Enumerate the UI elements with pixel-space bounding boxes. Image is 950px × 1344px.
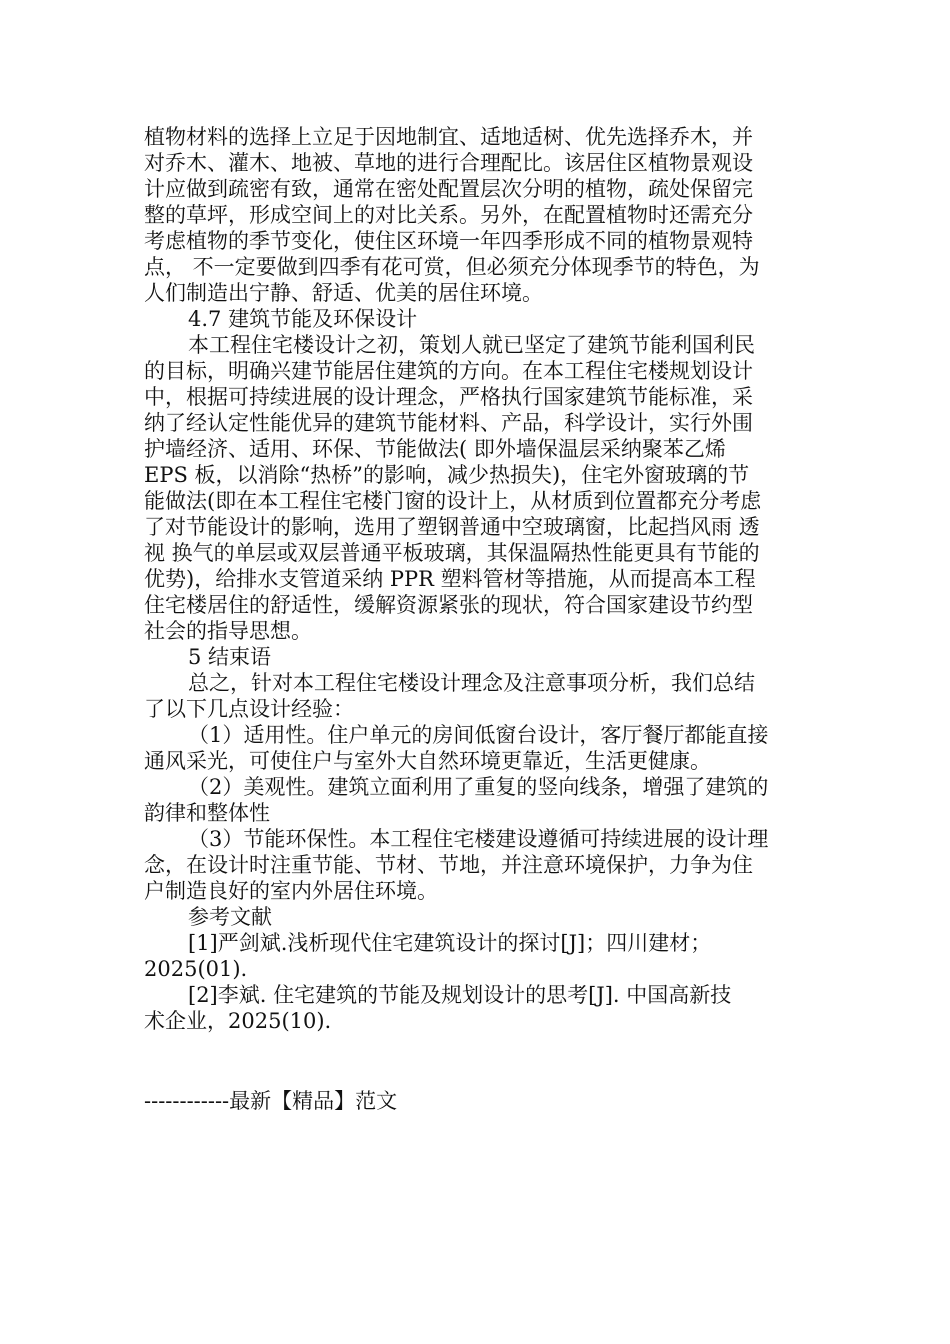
reference-entry: [2]李斌. 住宅建筑的节能及规划设计的思考[J]. 中国高新技 <box>188 983 732 1007</box>
paragraph-line: 中，根据可持续进展的设计理念，严格执行国家建筑节能标准，采 <box>144 385 753 409</box>
reference-entry: 2025(01). <box>144 957 248 981</box>
footer-text: ------------最新【精品】范文 <box>144 1089 398 1113</box>
list-item-line: （1）适用性。住户单元的房间低窗台设计，客厅餐厅都能直接 <box>188 723 769 747</box>
paragraph-line: 了以下几点设计经验： <box>144 697 354 721</box>
paragraph-line: 本工程住宅楼设计之初，策划人就已坚定了建筑节能利国利民 <box>188 333 755 357</box>
reference-entry: [1]严剑斌.浅析现代住宅建筑设计的探讨[J]；四川建材； <box>188 931 712 955</box>
paragraph-line: 优势)，给排水支管道采纳 PPR 塑料管材等措施，从而提高本工程 <box>144 567 756 591</box>
paragraph-line: EPS 板，以消除“热桥”的影响，减少热损失)，住宅外窗玻璃的节 <box>144 463 750 487</box>
section-heading-5: 5 结束语 <box>188 645 272 669</box>
document-body <box>144 124 812 1114</box>
paragraph-line: 了对节能设计的影响，选用了塑钢普通中空玻璃窗，比起挡风雨 透 <box>144 515 760 539</box>
paragraph-line: 护墙经济、适用、环保、节能做法( 即外墙保温层采纳聚苯乙烯 <box>144 437 726 461</box>
references-heading: 参考文献 <box>188 905 272 929</box>
paragraph-line: 视 换气的单层或双层普通平板玻璃，其保温隔热性能更具有节能的 <box>144 541 760 565</box>
paragraph-line: 能做法(即在本工程住宅楼门窗的设计上，从材质到位置都充分考虑 <box>144 489 762 513</box>
spacer <box>144 1034 812 1088</box>
paragraph-line: 计应做到疏密有致，通常在密处配置层次分明的植物，疏处保留完 <box>144 177 753 201</box>
paragraph-line: 的目标，明确兴建节能居住建筑的方向。在本工程住宅楼规划设计 <box>144 359 753 383</box>
paragraph-line: 植物材料的选择上立足于因地制宜、适地适树、优先选择乔木，并 <box>144 125 753 149</box>
list-item-line: 韵律和整体性 <box>144 801 270 825</box>
paragraph-line: 对乔木、灌木、地被、草地的进行合理配比。该居住区植物景观设 <box>144 151 753 175</box>
list-item-line: 通风采光，可使住户与室外大自然环境更靠近，生活更健康。 <box>144 749 711 773</box>
paragraph-line: 社会的指导思想。 <box>144 619 312 643</box>
paragraph-line: 点， 不一定要做到四季有花可赏，但必须充分体现季节的特色，为 <box>144 255 760 279</box>
paragraph-line: 整的草坪，形成空间上的对比关系。另外，在配置植物时还需充分 <box>144 203 753 227</box>
paragraph-line: 总之，针对本工程住宅楼设计理念及注意事项分析，我们总结 <box>188 671 755 695</box>
paragraph-line: 考虑植物的季节变化，使住区环境一年四季形成不同的植物景观特 <box>144 229 753 253</box>
list-item-line: （2）美观性。建筑立面利用了重复的竖向线条，增强了建筑的 <box>188 775 769 799</box>
section-heading-4-7: 4.7 建筑节能及环保设计 <box>188 307 418 331</box>
reference-entry: 术企业，2025(10). <box>144 1009 332 1033</box>
list-item-line: （3）节能环保性。本工程住宅楼建设遵循可持续进展的设计理 <box>188 827 769 851</box>
list-item-line: 念，在设计时注重节能、节材、节地，并注意环境保护，力争为住 <box>144 853 753 877</box>
list-item-line: 户制造良好的室内外居住环境。 <box>144 879 438 903</box>
paragraph-line: 纳了经认定性能优异的建筑节能材料、产品，科学设计，实行外围 <box>144 411 753 435</box>
paragraph-line: 人们制造出宁静、舒适、优美的居住环境。 <box>144 281 543 305</box>
paragraph-line: 住宅楼居住的舒适性，缓解资源紧张的现状，符合国家建设节约型 <box>144 593 753 617</box>
